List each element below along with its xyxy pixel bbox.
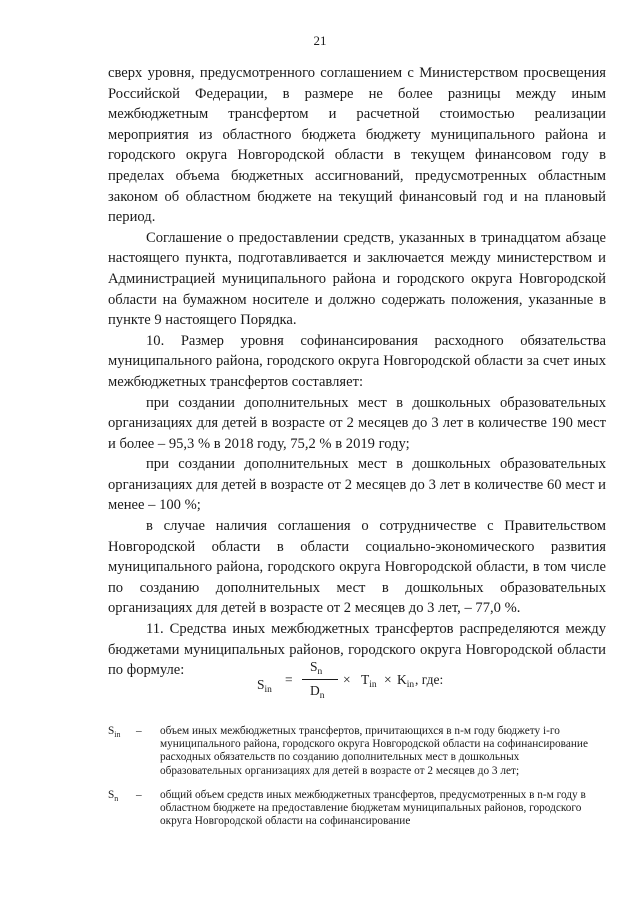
definition-dash: – [136, 788, 142, 801]
formula-times-2: × [384, 672, 392, 687]
formula-k: $K_{in}$ [397, 672, 415, 690]
paragraph-190-places: при создании дополнительных мест в дошкольных образовательных организациях для детей в возрасте от 2 месяцев до 3 лет в количестве 190 мест и более – 95,3 % в 2018 году, 75,2 % в 2019 году; [108, 394, 606, 452]
formula-denominator: $D_n$ [310, 683, 325, 701]
formula-numerator: $S_n$ [310, 659, 323, 677]
formula-t: $T_{in}$ [361, 672, 377, 690]
definition-item [108, 789, 608, 829]
formula-tail: , где: [415, 672, 444, 687]
paragraph-60-places: при создании дополнительных мест в дошкольных образовательных организациях для детей в возрасте от 2 месяцев до 3 лет в количестве 60 мест и менее – 100 %; [108, 456, 606, 514]
paragraph-continuation: сверх уровня, предусмотренного соглашением с Министерством просвещения Российской Федерации, в размере не более разницы между иным межбюджетным трансфертом и расчетной стоимостью реализации мероприятия из областного бюджета бюджету муниципального района и городского округа Новгородской области в текущем финансовом году в пределах объема бюджетных ассигнований, предусмотренных областным законом об областном бюджете на текущий финансовый год и на плановый период. [108, 65, 606, 226]
paragraph-cooperation-agreement: в случае наличия соглашения о сотрудничестве с Правительством Новгородской области в области социально-экономического развития муниципального района, городского округа Новгородской области, в том числе по созданию дополнительных мест в дошкольных образовательных организациях для детей в возрасте от 2 месяцев до 3 лет, – 77,0 %. [108, 518, 606, 617]
definition-dash: – [136, 725, 142, 737]
main-text [108, 63, 606, 681]
definition-symbol: $S_n$ [108, 788, 119, 803]
paragraph-item-11: 11. Средства иных межбюджетных трансфертов распределяются между бюджетами муниципальных районов, городского округа Новгородской области по формуле: [108, 621, 606, 679]
definition-symbol: $S_{in}$ [108, 725, 121, 739]
definition-text: общий объем средств иных межбюджетных трансфертов, предусмотренных в n-м году в областном бюджете на предоставление бюджетам муниципальных районов, городского округа Новгородской области на софинансирование [160, 788, 586, 828]
formula-equals: = [285, 672, 293, 687]
formula-lhs: $S_{in}$ [257, 677, 272, 695]
fraction-line [302, 679, 338, 680]
definition-text: объем иных межбюджетных трансфертов, причитающихся в n-м году бюджету i-го муниципального района, городского округа Новгородской области на софинансирование расходных обязательств по созданию дополнительных мест в дошкольных образовательных организациях для детей в возрасте от 2 месяцев до 3 лет; [160, 725, 588, 777]
definitions-list [108, 725, 608, 828]
page-number: 21 [313, 33, 327, 48]
distribution-formula [255, 657, 475, 707]
formula-times-1: × [343, 672, 351, 687]
definition-item [108, 725, 608, 778]
paragraph-agreement: Соглашение о предоставлении средств, указанных в тринадцатом абзаце настоящего пункта, подготавливается и заключается между министерством и Администрацией муниципального района и городского округа Новгородской области на бумажном носителе и должно содержать положения, указанные в пункте 9 настоящего Порядка. [108, 229, 606, 329]
paragraph-item-10: 10. Размер уровня софинансирования расходного обязательства муниципального района, городского округа Новгородской области за счет иных межбюджетных трансфертов составляет: [108, 332, 606, 390]
